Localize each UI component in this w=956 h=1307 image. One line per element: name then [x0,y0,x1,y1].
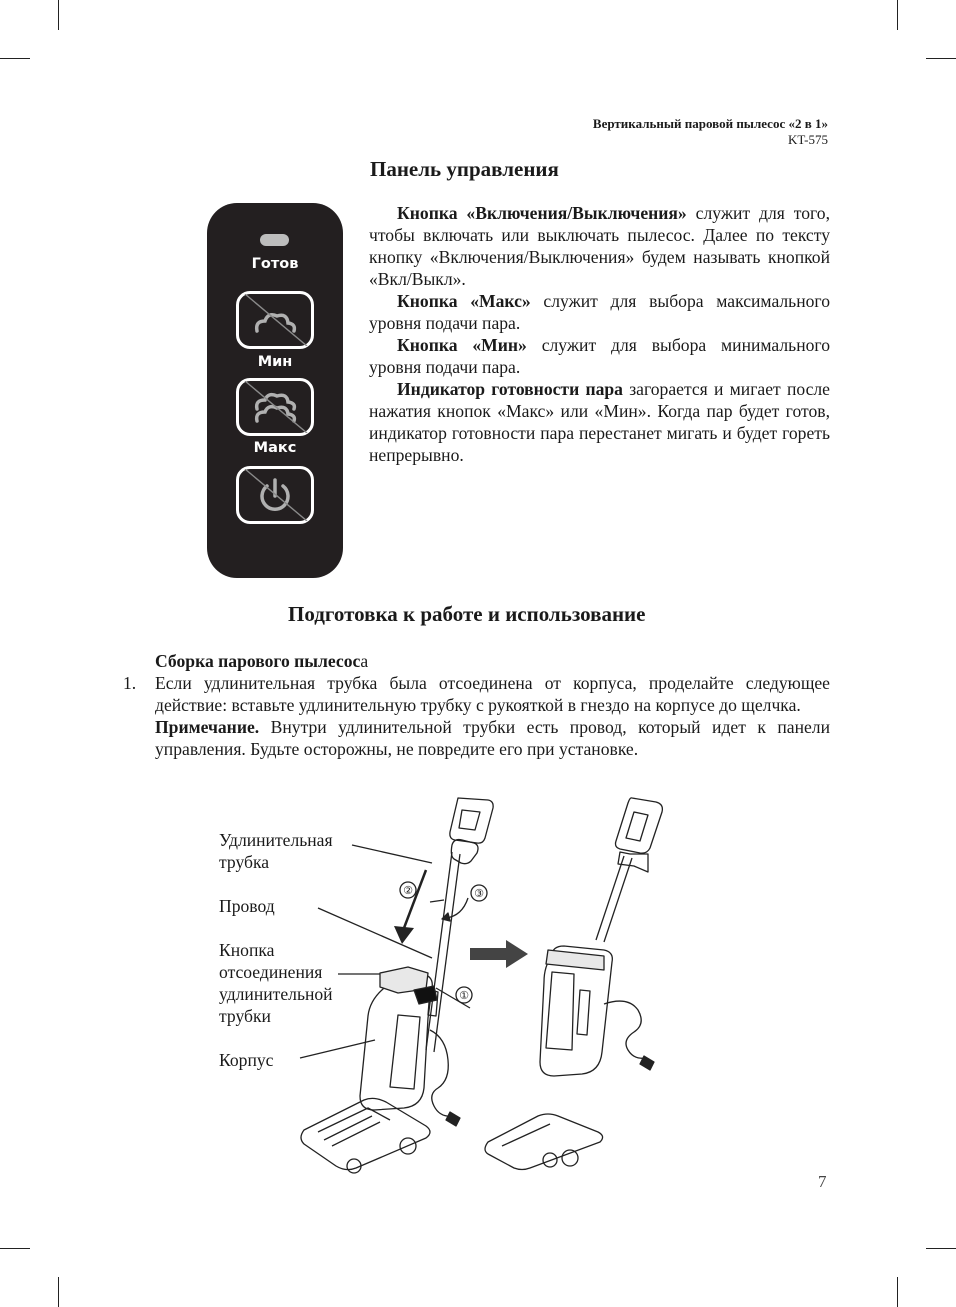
list-item-text: Если удлинительная трубка была отсоединена от корпуса, проделайте следующее действие: вставьте удлинительную трубку с рукояткой в гнездо на корпусе до щелчка. [155,673,830,715]
paragraph-max-button [369,290,830,334]
paragraph-text: служит для выбора минимального уровня подачи пара. [369,335,830,377]
marker-3: ③ [474,887,484,900]
label-wire: Провод [219,896,275,916]
control-panel-illustration [207,203,343,578]
control-panel-description [369,202,830,466]
label-button-line2: отсоединения [219,962,323,982]
section-heading-control-panel: Панель управления [370,157,559,181]
crop-mark [0,58,30,59]
crop-mark [58,0,59,30]
paragraph-text: служит для того, чтобы включать или выключать пылесос. Далее по тексту кнопку «Включения/Выключения» будем называть кнопкой «Вкл/Выкл». [369,203,830,289]
crop-mark [926,58,956,59]
steam-ready-indicator [260,234,289,246]
subheading-assembly [155,650,830,672]
subheading-text: Сборка парового пылесос [155,651,361,671]
crop-mark [926,1248,956,1249]
ready-label: Готов [251,256,299,272]
label-button-line3: удлинительной [219,984,333,1004]
section-heading-preparation: Подготовка к работе и использование [288,602,646,626]
label-tube-line2: трубка [219,852,270,872]
running-header-model: KT-575 [788,132,828,147]
vacuum-assembly-illustration [280,790,700,1185]
list-item [120,672,830,716]
paragraph-text: загорается и мигает после нажатия кнопок «Макс» или «Мин». Когда пар будет готов, индикатор готовности пара перестанет мигать и будет гореть непрерывно. [369,379,830,465]
note-text: Внутри удлинительной трубки есть провод, который идет к панели управления. Будьте осторожны, не повредите его при установке. [155,717,830,759]
term-power-button: Кнопка «Включения/Выключения» [397,203,687,223]
paragraph-power-button [369,202,830,290]
crop-mark [897,0,898,30]
label-tube-line1: Удлинительная [219,830,333,850]
note [120,716,830,760]
min-steam-button [236,291,314,349]
label-button-line1: Кнопка [219,940,275,960]
assembly-instructions [120,650,830,760]
paragraph-min-button [369,334,830,378]
steam-high-icon [239,381,311,433]
page-number: 7 [818,1172,827,1191]
list-item-number: 1. [123,673,137,693]
label-body: Корпус [219,1050,274,1070]
crop-mark [897,1277,898,1307]
min-label: Мин [257,354,293,370]
crop-mark [58,1277,59,1307]
max-label: Макс [253,440,297,456]
max-steam-button [236,378,314,436]
crop-mark [0,1248,30,1249]
paragraph-ready-indicator [369,378,830,466]
term-min-button: Кнопка «Мин» [397,335,527,355]
marker-2: ② [403,884,413,897]
running-header-title: Вертикальный паровой пылесос «2 в 1» [592,116,828,131]
term-ready-indicator: Индикатор готовности пара [397,379,623,399]
paragraph-text: служит для выбора максимального уровня подачи пара. [369,291,830,333]
power-button [236,466,314,524]
subheading-tail: а [360,651,369,671]
note-label: Примечание. [155,717,260,737]
marker-1: ① [459,989,469,1002]
steam-low-icon [239,294,311,346]
term-max-button: Кнопка «Макс» [397,291,531,311]
power-icon [239,469,311,521]
label-button-line4: трубки [219,1006,271,1026]
